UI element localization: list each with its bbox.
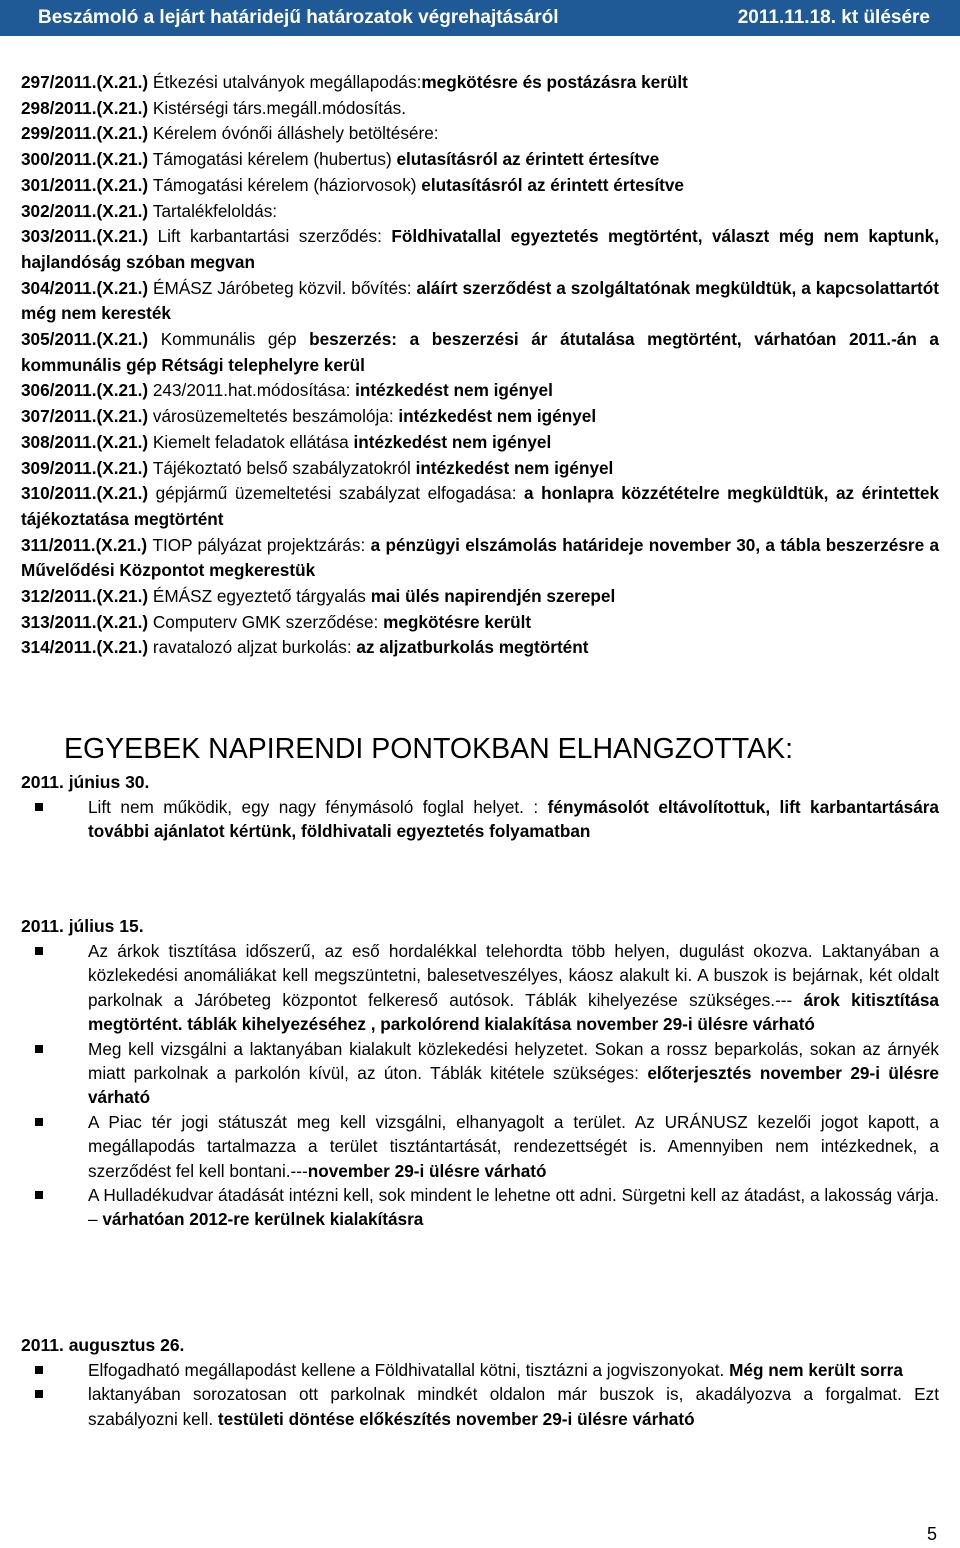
square-bullet-icon [35, 1191, 43, 1199]
bold-text: az aljzatburkolás megtörtént [356, 637, 589, 658]
resolution-item [21, 456, 939, 482]
bold-text: Még nem került sorra [729, 1360, 903, 1380]
text: Az árkok tisztítása időszerű, az eső hordalékkal telehordta több helyen, dugulást okozva. Laktanyában a közlekedési anomáliákat kell megszüntetni, balesetveszélyes, káosz alakult ki. A buszok is bejárnak, két oldalt parkolnak a Járóbeteg központot felkereső autósok. Táblák kihelyezése szükséges.--- [88, 941, 939, 1010]
page-number: 5 [927, 1524, 938, 1544]
square-bullet-icon [35, 1118, 43, 1126]
bold-text: megkötésre került [383, 611, 532, 632]
bold-text: 308/2011.(X.21.) [21, 431, 153, 452]
bold-text: 312/2011.(X.21.) [21, 586, 153, 607]
resolution-list [21, 70, 939, 661]
resolution-item [21, 276, 939, 327]
bold-text: várhatóan 2012-re kerülnek kialakításra [102, 1209, 424, 1230]
resolution-item [21, 327, 939, 378]
bold-text: mai ülés napirendjén szerepel [370, 586, 616, 607]
bold-text: aláírt szerződést a szolgáltatónak megküldtük, a kapcsolattartót még nem keresték [21, 277, 940, 324]
meeting-group-july-15 [21, 914, 939, 1232]
text: Lift karbantartási szerződés: [157, 226, 392, 247]
meeting-items [21, 939, 939, 1232]
text: városüzemeltetés beszámolója: [152, 406, 399, 427]
text: Kommunális gép [160, 329, 310, 350]
square-bullet-icon [35, 803, 43, 811]
text: A Piac tér jogi státuszát meg kell vizsgálni, elhanyagolt a terület. Az URÁNUSZ kezelői jogot kapott, a megállapodás tartalmazza a terület tisztántartását, rendezettségét is. Amennyiben nem intézkednek, a szerződést fel kell bontani.--- [88, 1111, 939, 1181]
square-bullet-icon [35, 1390, 43, 1398]
resolution-item [21, 584, 939, 610]
bold-text: beszerzés: a beszerzési ár átutalása megtörtént, várhatóan 2011.-án a kommunális gép Rétsági telephelyre kerül [21, 329, 939, 375]
text: gépjármű üzemeltetési szabályzat elfogadása: [155, 483, 525, 504]
bold-text: 299/2011.(X.21.) [21, 123, 153, 144]
bold-text: 301/2011.(X.21.) [21, 174, 153, 195]
resolution-item [21, 70, 939, 96]
resolution-item [21, 378, 939, 404]
text: Kérelem óvónői álláshely betöltésére: [152, 123, 439, 144]
text: laktanyában sorozatosan ott parkolnak mindkét oldalon már buszok is, akadályozva a forgalmat. Ezt szabályozni kell. [88, 1384, 939, 1429]
bold-text: 310/2011.(X.21.) [21, 483, 156, 504]
square-bullet-icon [35, 1366, 43, 1374]
text: Támogatási kérelem (háziorvosok) [152, 174, 422, 195]
text: Lift nem működik, egy nagy fénymásoló foglal helyet. : [88, 797, 548, 817]
text: Támogatási kérelem (hubertus) [152, 149, 397, 170]
section-title: EGYEBEK NAPIRENDI PONTOKBAN ELHANGZOTTAK: [64, 733, 794, 765]
bold-text: testületi döntése előkészítés november 29-i ülésre várható [217, 1408, 695, 1429]
text: Kiemelt feladatok ellátása [152, 431, 354, 452]
bullet-item [21, 1382, 939, 1431]
resolution-item [21, 610, 939, 636]
resolution-item [21, 404, 939, 430]
resolution-item [21, 199, 939, 225]
text: TIOP pályázat projektzárás: [152, 534, 371, 555]
text: ÉMÁSZ Járóbeteg közvil. bővítés: [153, 277, 417, 298]
bold-text: fénymásolót eltávolítottuk, lift karbantartására további ajánlatot kértünk, földhivatali egyeztetés folyamatban [88, 797, 939, 842]
bold-text: 298/2011.(X.21.) [21, 97, 153, 118]
resolution-item [21, 96, 939, 122]
bullet-item [21, 1358, 939, 1382]
square-bullet-icon [35, 947, 43, 955]
bold-text: 307/2011.(X.21.) [21, 406, 153, 427]
bold-text: árok kitisztítása megtörtént. táblák kihelyezéséhez , parkolórend kialakítása november 29-i ülésre várható [88, 989, 939, 1035]
bullet-item [21, 1183, 939, 1232]
bullet-item [21, 795, 939, 844]
bold-text: 313/2011.(X.21.) [21, 611, 153, 632]
bullet-item [21, 1037, 939, 1110]
bold-text: 311/2011.(X.21.) [21, 534, 153, 555]
meeting-items [21, 1358, 939, 1431]
bold-text: 300/2011.(X.21.) [21, 149, 153, 170]
resolution-item [21, 635, 939, 661]
resolution-item [21, 173, 939, 199]
bold-text: intézkedést nem igényel [415, 457, 614, 478]
bold-text: a honlapra közzétételre megküldtük, az érintettek tájékoztatása megtörtént [21, 483, 940, 529]
bold-text: intézkedést nem igényel [355, 380, 553, 401]
text: Elfogadható megállapodást kellene a Földhivatallal kötni, tisztázni a jogviszonyokat. [88, 1360, 730, 1380]
square-bullet-icon [35, 1045, 43, 1053]
header-title: Beszámoló a lejárt határidejű határozatok végrehajtásáról [38, 7, 559, 28]
bold-text: intézkedést nem igényel [353, 431, 552, 452]
text: Tájékoztató belső szabályzatokról [152, 457, 416, 478]
bold-text: elutasításról az érintett értesítve [396, 149, 660, 170]
text: 243/2011.hat.módosítása: [152, 380, 356, 401]
resolution-item [21, 481, 939, 532]
bold-text: előterjesztés november 29-i ülésre várható [88, 1063, 939, 1108]
bold-text: 303/2011.(X.21.) [21, 226, 158, 247]
bold-text: 297/2011.(X.21.) [21, 72, 153, 92]
bold-text: Földhivatallal egyeztetés megtörtént, választ még nem kaptunk, hajlandóság szóban megvan [21, 226, 939, 272]
bold-text: 306/2011.(X.21.) [21, 380, 153, 401]
bullet-item [21, 1110, 939, 1183]
bold-text: 305/2011.(X.21.) [21, 329, 161, 350]
bold-text: intézkedést nem igényel [398, 406, 597, 427]
bold-text: 302/2011.(X.21.) [21, 200, 153, 221]
text: ravatalozó aljzat burkolás: [152, 637, 357, 658]
text: A Hulladékudvar átadását intézni kell, sok mindent le lehetne ott adni. Sürgetni kell az átadást, a lakosság várja. – [88, 1185, 939, 1230]
resolution-item [21, 533, 939, 584]
bold-text: a pénzügyi elszámolás határideje november 30, a tábla beszerzésre a Művelődési Központot megkerestük [21, 534, 940, 581]
bold-text: november 29-i ülésre várható [307, 1160, 547, 1181]
bold-text: 304/2011.(X.21.) [21, 277, 154, 298]
bold-text: 309/2011.(X.21.) [21, 457, 153, 478]
bold-text: megkötésre és postázásra került [421, 72, 688, 92]
meeting-group-august-26 [21, 1333, 939, 1431]
bold-text: 314/2011.(X.21.) [21, 637, 153, 658]
bullet-item [21, 939, 939, 1037]
meeting-items [21, 795, 939, 844]
meeting-group-june-30 [21, 770, 939, 844]
text: Computerv GMK szerződése: [152, 611, 384, 632]
text: Meg kell vizsgálni a laktanyában kialakult közlekedési helyzetet. Sokan a rossz beparkolás, sokan az árnyék miatt parkolnak a parkolón kívül, az úton. Táblák kitétele szükséges: [88, 1038, 939, 1084]
resolution-item [21, 224, 939, 275]
resolution-item [21, 430, 939, 456]
page-header [0, 0, 960, 36]
text: Kistérségi társ.megáll.módosítás. [152, 97, 407, 118]
bold-text: elutasításról az érintett értesítve [421, 174, 684, 195]
meeting-date: 2011. augusztus 26. [21, 1335, 185, 1355]
text: ÉMÁSZ egyeztető tárgyalás [152, 586, 371, 607]
text: Étkezési utalványok megállapodás: [152, 72, 422, 92]
meeting-date: 2011. június 30. [21, 772, 150, 792]
header-date: 2011.11.18. kt ülésére [737, 7, 930, 28]
text: Tartalékfeloldás: [152, 200, 278, 221]
meeting-date: 2011. július 15. [21, 916, 144, 936]
resolution-item [21, 147, 939, 173]
resolution-item [21, 121, 939, 147]
